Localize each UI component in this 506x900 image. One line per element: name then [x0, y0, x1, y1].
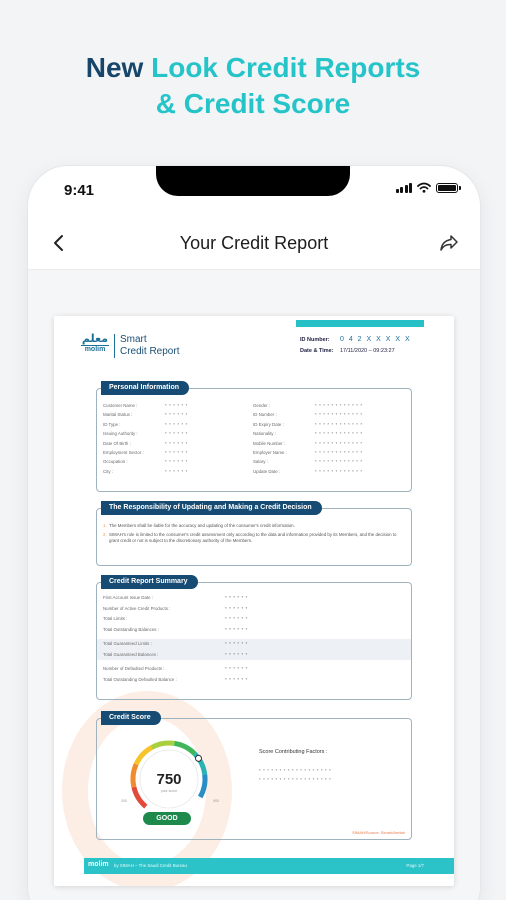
page-title: Your Credit Report [179, 233, 329, 253]
item-text: SIMAH's role is limited to the consumer's credit assessment only according to the data and information provided by its Members, and the decision to grant credit or not is subject to the discretionary authority of the Members. [109, 532, 397, 543]
score-caption: your score [160, 789, 178, 793]
field-value: * * * * * * * * * * * * [315, 431, 363, 437]
responsibility-section [96, 504, 412, 566]
score-factors [259, 749, 409, 784]
factor-line: * * * * * * * * * * * * * * * * * * [259, 768, 332, 773]
field-value: * * * * * * [165, 449, 188, 455]
field-value: * * * * * * [165, 421, 188, 427]
personal-left-column [103, 401, 253, 476]
gauge-max-label: 900 [213, 799, 219, 803]
personal-information-section [96, 384, 412, 492]
date-time-label: Date & Time: [300, 348, 334, 354]
share-button[interactable] [436, 230, 462, 256]
gauge-min-label: 300 [121, 799, 127, 803]
field-label: Gender : [253, 403, 271, 408]
field-label: Mobile Number : [253, 440, 286, 446]
footer-text: by SIMAH – The Saudi Credit Bureau [114, 863, 187, 868]
summary-value: * * * * * * [225, 666, 248, 671]
gauge-segment [174, 743, 194, 753]
field-label: Salary : [253, 459, 268, 465]
field-value: * * * * * * * * * * * * [315, 468, 363, 474]
personal-right-column [253, 401, 403, 476]
field-row [253, 420, 403, 429]
field-label: Update Date : [253, 468, 281, 474]
responsibility-item [103, 523, 405, 529]
summary-label: Total Guaranteed Limits : [103, 641, 152, 646]
summary-value: * * * * * * [225, 595, 248, 600]
header-accent-bar [296, 320, 424, 327]
summary-label: Number of Active Credit Products : [103, 605, 171, 611]
summary-row [103, 604, 405, 615]
field-row [253, 448, 403, 457]
field-value: * * * * * * * * * * * * [315, 421, 363, 427]
section-heading: Credit Score [101, 711, 161, 725]
summary-row [97, 650, 411, 661]
field-value: * * * * * * [165, 403, 188, 408]
field-value: * * * * * * * * * * * * [315, 440, 363, 446]
field-row [253, 439, 403, 448]
section-heading: Personal Information [101, 381, 189, 395]
status-time: 9:41 [64, 182, 95, 199]
summary-value: * * * * * * [225, 626, 248, 632]
id-number-label: ID Number: [300, 337, 330, 343]
summary-row [103, 593, 405, 604]
field-row [253, 457, 403, 466]
field-label: City : [103, 468, 114, 474]
nav-bar [28, 218, 480, 270]
field-label: ID Type : [103, 421, 121, 427]
field-label: ID Number : [253, 412, 277, 418]
credit-report-summary-section [96, 578, 412, 700]
signature-text: SIMAH/Source: Simah/Arrifah [352, 830, 405, 835]
factor-line: * * * * * * * * * * * * * * * * * * [259, 777, 332, 782]
score-gauge [119, 733, 219, 825]
field-value: * * * * * * * * * * * * [315, 459, 363, 465]
field-row [253, 429, 403, 438]
share-icon [439, 234, 459, 252]
field-row [253, 467, 403, 476]
summary-row [97, 639, 411, 650]
document-title [120, 334, 179, 358]
summary-value: * * * * * * [225, 605, 248, 611]
logo-text: molim [81, 345, 109, 354]
summary-value: * * * * * * [225, 676, 248, 682]
field-row [253, 410, 403, 419]
field-row [103, 429, 253, 438]
summary-value: * * * * * * [225, 641, 248, 646]
field-label: Issuing Authority : [103, 431, 138, 437]
document-title-line1: Smart [120, 334, 147, 345]
field-value: * * * * * * * * * * * * [315, 412, 363, 418]
document-meta [300, 334, 450, 357]
summary-value: * * * * * * [225, 616, 248, 621]
field-label: Customer Name : [103, 403, 138, 408]
gauge-segment [136, 747, 152, 764]
field-value: * * * * * * * * * * * * [315, 403, 363, 408]
item-number: 1. [103, 523, 107, 528]
field-value: * * * * * * [165, 468, 188, 474]
phone-notch [156, 166, 350, 196]
logo-divider [114, 334, 115, 358]
id-number-value: 0 4 2 X X X X X [340, 336, 412, 343]
field-label: Employment Sector : [103, 449, 144, 455]
wifi-icon [417, 182, 431, 193]
field-label: Date Of Birth : [103, 440, 131, 446]
field-row [103, 410, 253, 419]
document-footer [84, 858, 454, 874]
headline-word-reports: Look Credit Reports [151, 52, 421, 83]
document-title-line2: Credit Report [120, 346, 180, 357]
field-row [103, 457, 253, 466]
summary-row [103, 625, 405, 636]
section-heading: Credit Report Summary [101, 575, 198, 589]
field-value: * * * * * * [165, 440, 188, 446]
summary-row [103, 614, 405, 625]
section-heading: The Responsibility of Updating and Making a Credit Decision [101, 501, 322, 515]
credit-score-section [96, 714, 412, 840]
field-value: * * * * * * [165, 412, 188, 418]
field-row [103, 401, 253, 410]
report-viewer[interactable] [28, 270, 480, 900]
footer-brand: molim [88, 861, 109, 868]
factors-title: Score Contributing Factors : [259, 749, 328, 755]
summary-label: Total Guaranteed Balances : [103, 651, 159, 657]
logo-mark: ﻣﻌﻠﻢ [81, 333, 109, 345]
footer-page-number: Page 1/7 [406, 863, 424, 868]
field-row [103, 448, 253, 457]
summary-label: Number of Defaulted Products : [103, 666, 165, 671]
status-icons [396, 182, 459, 193]
date-time-value: 17/11/2020 – 09:23:27 [340, 348, 395, 354]
headline-line2: & Credit Score [155, 88, 351, 119]
field-value: * * * * * * * * * * * * [315, 449, 363, 455]
summary-row [103, 675, 405, 686]
gauge-marker [195, 755, 201, 761]
item-text: The Members shall be liable for the accuracy and updating of the consumer's credit information. [109, 523, 295, 528]
field-row [253, 401, 403, 410]
summary-label: Total Outstanding Defaulted Balance : [103, 676, 177, 682]
summary-label: Total Outstanding Balances : [103, 626, 159, 632]
summary-label: First Account Issue Date : [103, 595, 154, 600]
summary-value: * * * * * * [225, 651, 248, 657]
score-value: 750 [156, 771, 182, 788]
personal-info-grid [103, 401, 405, 476]
score-rating-badge: GOOD [143, 812, 191, 825]
headline [0, 50, 506, 122]
signal-icon [396, 183, 413, 193]
field-row [103, 467, 253, 476]
field-label: Occupation : [103, 459, 128, 465]
battery-icon [436, 183, 458, 193]
credit-report-document[interactable] [54, 316, 454, 886]
field-value: * * * * * * [165, 459, 188, 465]
field-row [103, 420, 253, 429]
field-label: Employer Name : [253, 449, 287, 455]
field-value: * * * * * * [165, 431, 188, 437]
responsibility-item [103, 532, 405, 544]
summary-label: Total Limits : [103, 616, 128, 621]
molim-logo [81, 333, 109, 354]
field-label: Marital Status : [103, 412, 133, 418]
field-label: Nationality : [253, 431, 276, 437]
phone-frame [28, 166, 480, 900]
item-number: 2. [103, 532, 107, 537]
headline-word-new: New [85, 52, 144, 83]
headline-line1 [0, 50, 506, 86]
gauge-segment [152, 743, 175, 747]
field-label: ID Expiry Date : [253, 421, 284, 427]
summary-row [103, 664, 405, 675]
field-row [103, 439, 253, 448]
